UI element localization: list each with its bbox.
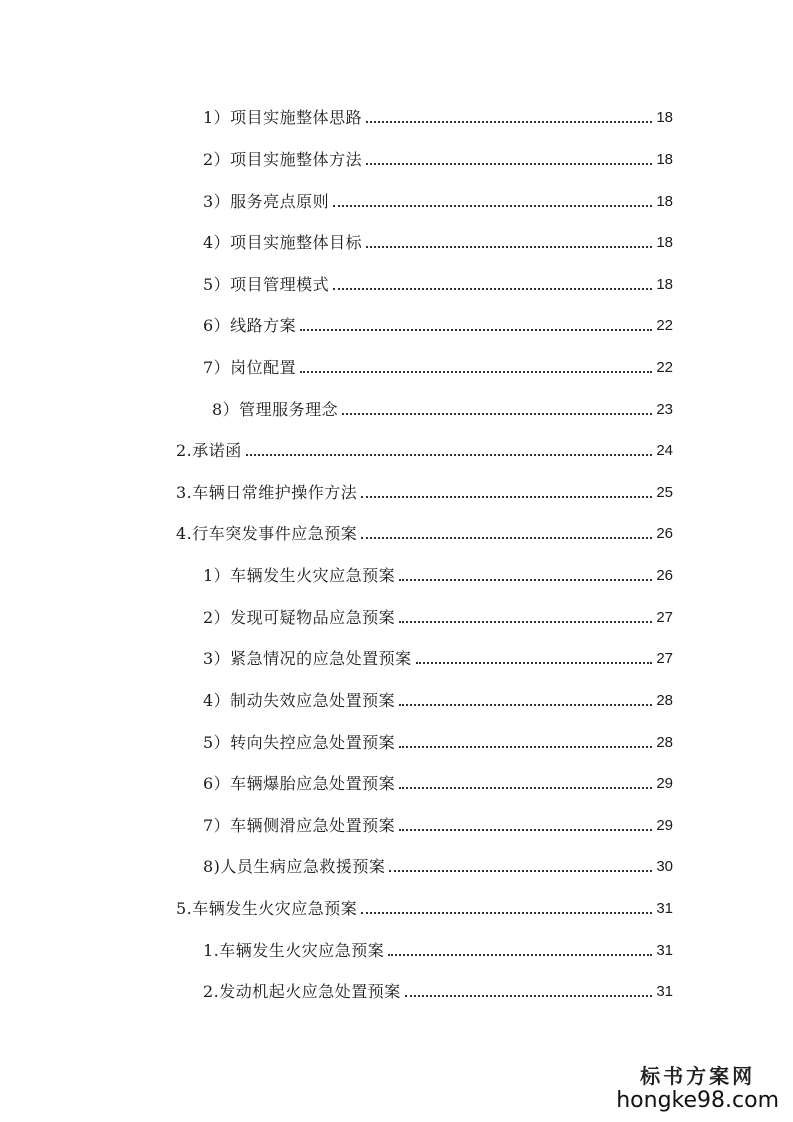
toc-dot-leader bbox=[361, 912, 652, 914]
watermark-domain: hongke98.com bbox=[616, 1088, 779, 1113]
site-watermark bbox=[616, 1064, 779, 1114]
toc-entry-label: 5.车辆发生火灾应急预案 bbox=[176, 899, 358, 918]
toc-entry-label: 6）车辆爆胎应急处置预案 bbox=[203, 774, 396, 793]
toc-entry-label: 7）岗位配置 bbox=[203, 358, 297, 377]
toc-dot-leader bbox=[389, 870, 652, 872]
toc-entry[interactable] bbox=[203, 229, 673, 253]
toc-entry[interactable] bbox=[203, 937, 673, 961]
toc-page-number: 24 bbox=[656, 442, 673, 459]
toc-dot-leader bbox=[416, 662, 653, 664]
toc-entry-label: 8)人员生病应急救援预案 bbox=[203, 857, 386, 876]
toc-entry-label: 1.车辆发生火灾应急预案 bbox=[203, 941, 385, 960]
toc-dot-leader bbox=[333, 205, 652, 207]
toc-dot-leader bbox=[399, 787, 652, 789]
toc-page-number: 18 bbox=[656, 193, 673, 210]
toc-page-number: 23 bbox=[656, 401, 673, 418]
toc-page-number: 30 bbox=[656, 858, 673, 875]
toc-entry[interactable] bbox=[203, 104, 673, 128]
toc-page-number: 25 bbox=[656, 484, 673, 501]
toc-page-number: 18 bbox=[656, 151, 673, 168]
toc-page-number: 27 bbox=[656, 650, 673, 667]
toc-entry[interactable] bbox=[203, 978, 673, 1002]
toc-dot-leader bbox=[405, 995, 653, 997]
toc-entry[interactable] bbox=[203, 271, 673, 295]
toc-page-number: 26 bbox=[656, 525, 673, 542]
toc-entry-label: 8）管理服务理念 bbox=[212, 400, 339, 419]
toc-entry[interactable] bbox=[176, 437, 673, 461]
toc-dot-leader bbox=[246, 454, 653, 456]
toc-entry-label: 7）车辆侧滑应急处置预案 bbox=[203, 816, 396, 835]
toc-entry-label: 4.行车突发事件应急预案 bbox=[176, 524, 358, 543]
toc-page-number: 27 bbox=[656, 609, 673, 626]
toc-entry-label: 5）项目管理模式 bbox=[203, 275, 330, 294]
toc-page-number: 29 bbox=[656, 775, 673, 792]
toc-page-number: 18 bbox=[656, 276, 673, 293]
toc-entry-label: 2）项目实施整体方法 bbox=[203, 150, 363, 169]
watermark-site-name: 标书方案网 bbox=[640, 1064, 756, 1088]
toc-entry[interactable] bbox=[203, 687, 673, 711]
toc-dot-leader bbox=[399, 746, 652, 748]
toc-entry[interactable] bbox=[203, 562, 673, 586]
toc-page-number: 26 bbox=[656, 567, 673, 584]
toc-entry-label: 1）项目实施整体思路 bbox=[203, 108, 363, 127]
toc-page-number: 31 bbox=[656, 900, 673, 917]
toc-page-number: 31 bbox=[656, 983, 673, 1000]
toc-page-number: 22 bbox=[656, 359, 673, 376]
toc-dot-leader bbox=[366, 121, 652, 123]
toc-entry-label: 2）发现可疑物品应急预案 bbox=[203, 608, 396, 627]
toc-entry-label: 3）服务亮点原则 bbox=[203, 192, 330, 211]
toc-entry[interactable] bbox=[203, 188, 673, 212]
toc-entry-label: 4）项目实施整体目标 bbox=[203, 233, 363, 252]
toc-dot-leader bbox=[300, 329, 652, 331]
toc-entry-label: 2.承诺函 bbox=[176, 441, 242, 460]
toc-dot-leader bbox=[342, 413, 652, 415]
toc-dot-leader bbox=[366, 163, 652, 165]
toc-entry[interactable] bbox=[203, 645, 673, 669]
toc-dot-leader bbox=[361, 537, 652, 539]
toc-dot-leader bbox=[366, 246, 652, 248]
toc-page-number: 18 bbox=[656, 234, 673, 251]
toc-page-number: 31 bbox=[656, 942, 673, 959]
toc-dot-leader bbox=[388, 954, 652, 956]
toc-dot-leader bbox=[333, 288, 652, 290]
toc-entry[interactable] bbox=[203, 770, 673, 794]
toc-entry[interactable] bbox=[176, 479, 673, 503]
toc-page-number: 28 bbox=[656, 692, 673, 709]
toc-entry-label: 3）紧急情况的应急处置预案 bbox=[203, 649, 412, 668]
toc-entry[interactable] bbox=[203, 146, 673, 170]
toc-entry-label: 3.车辆日常维护操作方法 bbox=[176, 483, 358, 502]
toc-dot-leader bbox=[399, 621, 652, 623]
toc-entry[interactable] bbox=[176, 520, 673, 544]
toc-entry[interactable] bbox=[203, 604, 673, 628]
toc-entry[interactable] bbox=[176, 895, 673, 919]
toc-dot-leader bbox=[300, 371, 652, 373]
toc-entry[interactable] bbox=[203, 853, 673, 877]
toc-page-number: 22 bbox=[656, 317, 673, 334]
toc-dot-leader bbox=[399, 579, 652, 581]
toc-entry-label: 1）车辆发生火灾应急预案 bbox=[203, 566, 396, 585]
toc-entry[interactable] bbox=[203, 729, 673, 753]
toc-page-number: 29 bbox=[656, 817, 673, 834]
toc-entry[interactable] bbox=[203, 812, 673, 836]
toc-page-number: 28 bbox=[656, 734, 673, 751]
toc-entry[interactable] bbox=[203, 312, 673, 336]
toc-dot-leader bbox=[361, 496, 652, 498]
toc-page-number: 18 bbox=[656, 109, 673, 126]
toc-entry-label: 6）线路方案 bbox=[203, 316, 297, 335]
toc-entry[interactable] bbox=[212, 396, 673, 420]
toc-entry-label: 4）制动失效应急处置预案 bbox=[203, 691, 396, 710]
toc-entry[interactable] bbox=[203, 354, 673, 378]
toc-entry-label: 5）转向失控应急处置预案 bbox=[203, 733, 396, 752]
toc-entry-label: 2.发动机起火应急处置预案 bbox=[203, 982, 401, 1001]
toc-dot-leader bbox=[399, 829, 652, 831]
toc-dot-leader bbox=[399, 704, 652, 706]
